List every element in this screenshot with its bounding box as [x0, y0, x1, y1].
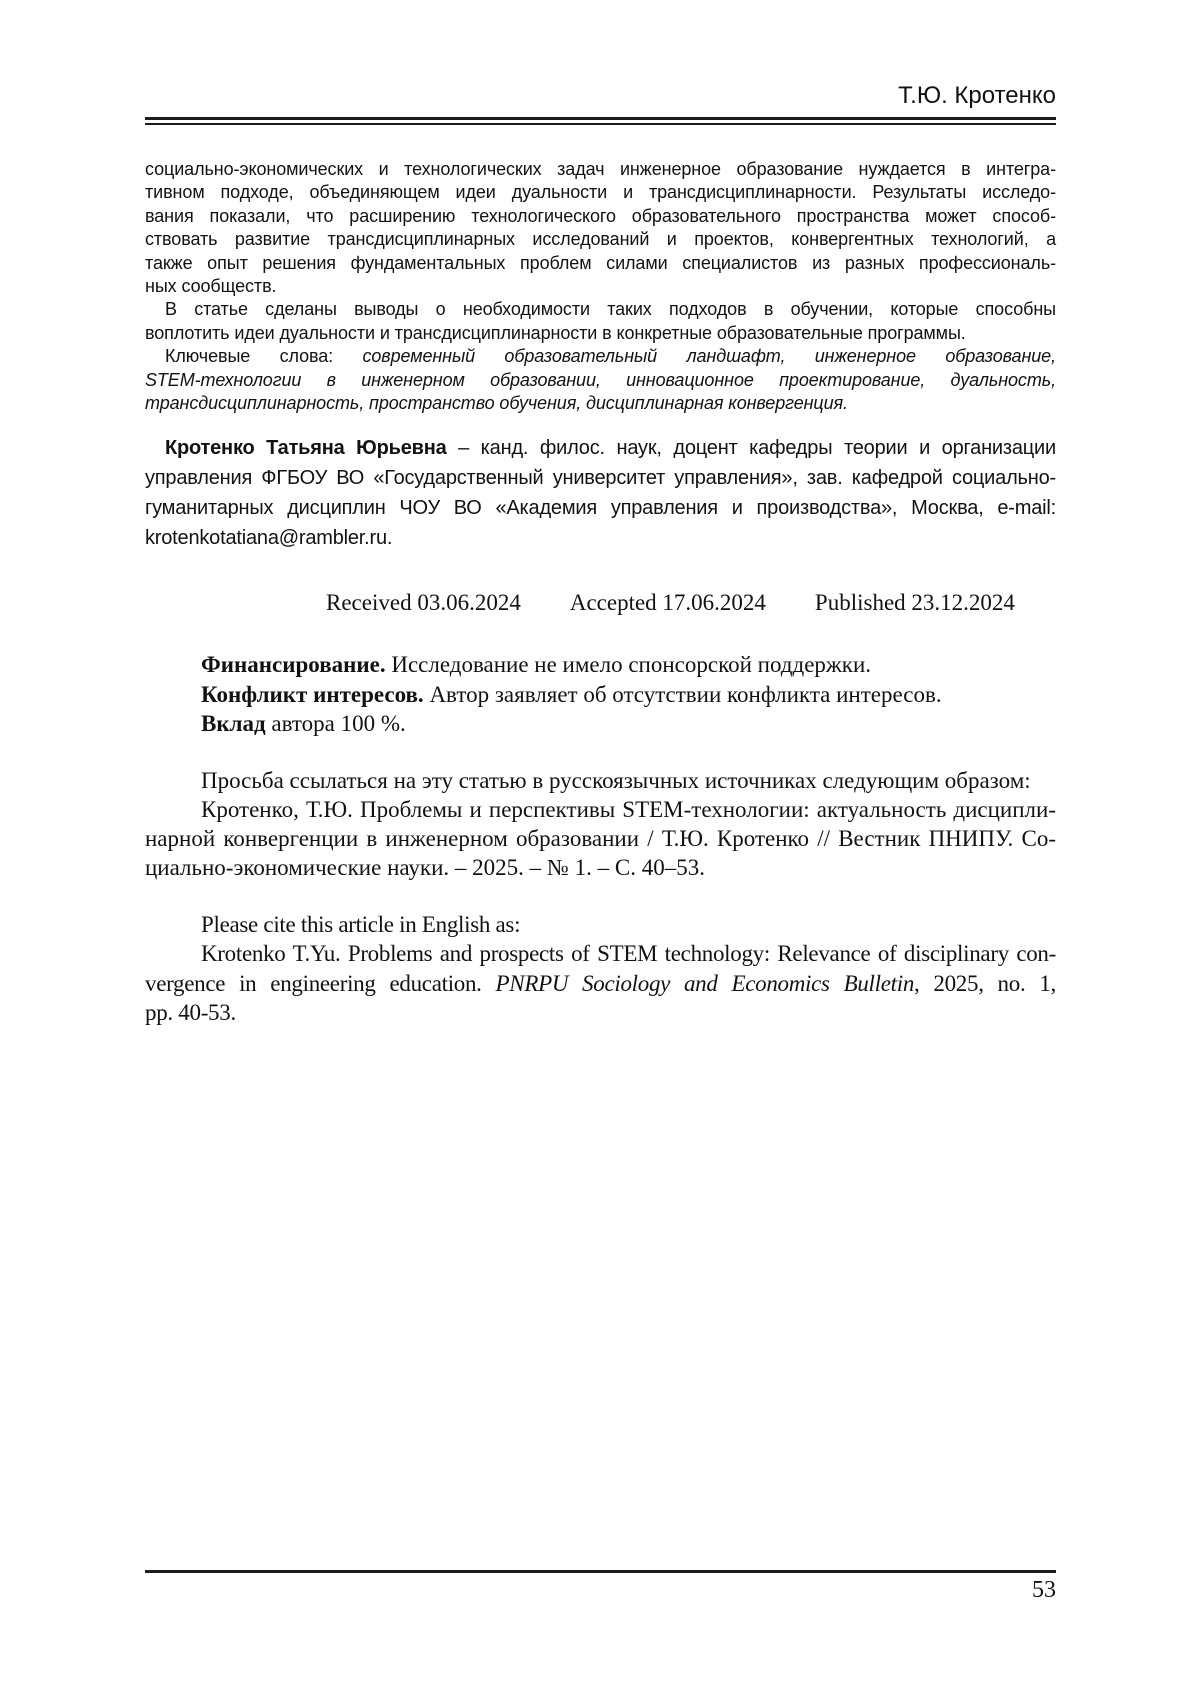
text-segment: гуманитарных дисциплин ЧОУ ВО «Академия управления и производства», Москва, e-mail: [145, 497, 1056, 519]
text-segment: Исследование не имело спонсорской поддержки. [385, 652, 872, 677]
text-line [145, 275, 1056, 298]
author-info-block [145, 433, 1056, 553]
text-segment: нарной конвергенции в инженерном образовании / Т.Ю. Кротенко // Вестник ПНИПУ. Со- [145, 826, 1056, 851]
text-segment: Финансирование. [201, 652, 386, 677]
text-segment: также опыт решения фундаментальных проблем силами специалистов из разных профессиональ- [145, 252, 1056, 273]
text-line [145, 523, 1056, 553]
text-segment: Krotenko T.Yu. Problems and prospects of STEM technology: Relevance of disciplinary con- [201, 941, 1056, 967]
text-segment: автора 100 %. [265, 711, 406, 736]
footer-rule [145, 1570, 1056, 1573]
text-segment: pp. 40-53. [145, 999, 236, 1025]
text-segment: управления ФГБОУ ВО «Государственный университет управления», зав. кафедрой социально- [145, 467, 1056, 489]
text-segment: ствовать развитие трансдисциплинарных исследований и проектов, конвергентных технологий, а [145, 229, 1056, 250]
text-line [145, 853, 1056, 882]
text-segment: STEM-технологии в инженерном образовании, инновационное проектирование, дуальность, [145, 369, 1056, 390]
text-segment: , 2025, no. 1, [914, 970, 1056, 996]
text-line [145, 433, 1056, 463]
text-line [145, 795, 1056, 824]
text-segment: ных сообществ. [145, 276, 277, 297]
text-segment: тивном подходе, объединяющем идеи дуальности и трансдисциплинарности. Результаты исследо- [145, 182, 1056, 203]
text-line [145, 158, 1056, 181]
text-segment: вания показали, что расширению технологического образовательного пространства может способ- [145, 205, 1056, 226]
text-segment: – канд. филос. наук, доцент кафедры теории и организации [446, 437, 1056, 459]
text-line [145, 680, 1056, 710]
funding-block [145, 650, 1056, 739]
text-segment: Кротенко Татьяна Юрьевна [165, 437, 447, 459]
text-line [145, 939, 1056, 968]
text-segment: Автор заявляет об отсутствии конфликта интересов. [423, 681, 942, 707]
page-number: 53 [1032, 1577, 1056, 1603]
running-head-author: Т.Ю. Кротенко [898, 82, 1056, 109]
citation-russian-block [145, 766, 1056, 882]
text-line [145, 252, 1056, 275]
text-segment: Вклад [201, 711, 266, 736]
text-line [145, 969, 1056, 998]
citation-english-block [145, 910, 1056, 1027]
text-segment: воплотить идеи дуальности и трансдисциплинарности в конкретные образовательные программы. [145, 322, 966, 343]
text-segment: социально-экономических и технологических задач инженерное образование нуждается в интегра- [145, 159, 1056, 179]
text-line [145, 463, 1056, 493]
text-segment: современный образовательный ландшафт, инженерное образование, [362, 346, 1056, 367]
text-line [145, 392, 1056, 415]
text-line [145, 709, 1056, 739]
accepted-date: Accepted 17.06.2024 [569, 590, 766, 615]
published-date: Published 23.12.2024 [814, 590, 1015, 615]
text-segment: Кротенко, Т.Ю. Проблемы и перспективы STEM-технологии: актуальность дисципли- [201, 797, 1056, 822]
header-rule [145, 117, 1056, 125]
text-line [145, 298, 1056, 321]
text-segment: Конфликт интересов. [201, 681, 424, 707]
text-line [145, 650, 1056, 680]
text-line [145, 766, 1056, 795]
text-segment: PNRPU Sociology and Economics Bulletin [495, 970, 915, 996]
text-segment: циально-экономические науки. – 2025. – № 1. – С. 40–53. [145, 855, 705, 880]
text-line [145, 345, 1056, 368]
article-dates-line [326, 589, 1015, 617]
received-date: Received 03.06.2024 [326, 590, 521, 615]
text-line [145, 205, 1056, 228]
text-segment: Просьба ссылаться на эту статью в русскоязычных источниках следующим образом: [201, 768, 1031, 793]
text-line [145, 910, 1056, 939]
text-line [145, 998, 1056, 1027]
text-line [145, 824, 1056, 853]
text-line [145, 228, 1056, 251]
text-segment: krotenkotatiana@rambler.ru. [145, 527, 393, 549]
text-line [145, 369, 1056, 392]
text-line [145, 181, 1056, 204]
text-line [145, 322, 1056, 345]
text-segment: Please cite this article in English as: [201, 912, 521, 937]
text-segment: Ключевые слова: [165, 346, 363, 367]
text-segment: vergence in engineering education. [145, 970, 496, 996]
abstract-block [145, 158, 1056, 415]
text-line [145, 493, 1056, 523]
text-segment: трансдисциплинарность, пространство обучения, дисциплинарная конвергенция. [145, 393, 848, 414]
text-segment: В статье сделаны выводы о необходимости таких подходов в обучении, которые способны [165, 299, 1056, 320]
